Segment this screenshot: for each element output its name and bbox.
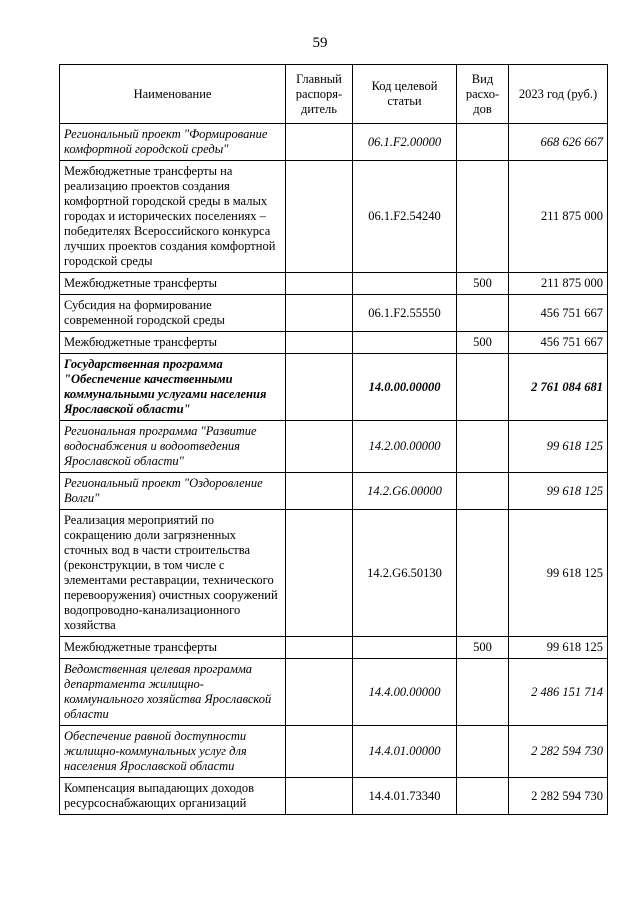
table-row <box>60 726 608 778</box>
header-code: Код целевой статьи <box>353 65 457 124</box>
budget-table <box>59 64 608 815</box>
cell-kind <box>457 473 509 510</box>
cell-amount: 211 875 000 <box>509 161 608 273</box>
cell-code: 14.4.01.73340 <box>353 778 457 815</box>
cell-code: 06.1.F2.00000 <box>353 124 457 161</box>
table-row <box>60 273 608 295</box>
header-amount: 2023 год (руб.) <box>509 65 608 124</box>
cell-amount: 99 618 125 <box>509 510 608 637</box>
table-row <box>60 332 608 354</box>
cell-name: Обеспечение равной доступности жилищно-коммунальных услуг для населения Ярославской области <box>60 726 286 778</box>
cell-administrator <box>286 295 353 332</box>
cell-administrator <box>286 726 353 778</box>
page-number: 59 <box>312 35 328 51</box>
cell-administrator <box>286 778 353 815</box>
header-name: Наименование <box>60 65 286 124</box>
cell-name: Региональный проект "Формирование комфортной городской среды" <box>60 124 286 161</box>
cell-code <box>353 332 457 354</box>
cell-administrator <box>286 273 353 295</box>
cell-administrator <box>286 354 353 421</box>
cell-name: Межбюджетные трансферты <box>60 637 286 659</box>
cell-amount: 2 282 594 730 <box>509 726 608 778</box>
cell-amount: 2 282 594 730 <box>509 778 608 815</box>
cell-kind <box>457 354 509 421</box>
cell-code: 06.1.F2.55550 <box>353 295 457 332</box>
cell-code: 14.2.G6.00000 <box>353 473 457 510</box>
cell-administrator <box>286 421 353 473</box>
cell-amount: 99 618 125 <box>509 473 608 510</box>
cell-administrator <box>286 637 353 659</box>
cell-administrator <box>286 124 353 161</box>
header-kind: Вид расхо-дов <box>457 65 509 124</box>
table-row <box>60 421 608 473</box>
cell-code: 14.2.00.00000 <box>353 421 457 473</box>
table-row <box>60 637 608 659</box>
cell-kind <box>457 124 509 161</box>
table-row <box>60 659 608 726</box>
cell-administrator <box>286 161 353 273</box>
table-row <box>60 510 608 637</box>
table-row <box>60 473 608 510</box>
cell-kind <box>457 726 509 778</box>
table-row <box>60 354 608 421</box>
cell-kind <box>457 161 509 273</box>
cell-name: Ведомственная целевая программа департамента жилищно-коммунального хозяйства Ярославской области <box>60 659 286 726</box>
cell-code: 14.4.01.00000 <box>353 726 457 778</box>
cell-administrator <box>286 510 353 637</box>
cell-amount: 456 751 667 <box>509 332 608 354</box>
cell-name: Региональный проект "Оздоровление Волги" <box>60 473 286 510</box>
cell-amount: 668 626 667 <box>509 124 608 161</box>
table-row <box>60 295 608 332</box>
cell-code: 06.1.F2.54240 <box>353 161 457 273</box>
cell-name: Государственная программа "Обеспечение качественными коммунальными услугами населения Ярославской области" <box>60 354 286 421</box>
cell-kind: 500 <box>457 637 509 659</box>
cell-amount: 99 618 125 <box>509 637 608 659</box>
cell-kind <box>457 778 509 815</box>
cell-code: 14.4.00.00000 <box>353 659 457 726</box>
cell-code <box>353 637 457 659</box>
cell-code: 14.0.00.00000 <box>353 354 457 421</box>
cell-name: Межбюджетные трансферты <box>60 332 286 354</box>
cell-kind <box>457 659 509 726</box>
cell-name: Компенсация выпадающих доходов ресурсоснабжающих организаций <box>60 778 286 815</box>
cell-code <box>353 273 457 295</box>
cell-kind: 500 <box>457 273 509 295</box>
cell-kind: 500 <box>457 332 509 354</box>
cell-amount: 99 618 125 <box>509 421 608 473</box>
cell-kind <box>457 295 509 332</box>
table-row <box>60 124 608 161</box>
cell-name: Межбюджетные трансферты <box>60 273 286 295</box>
table-row <box>60 161 608 273</box>
header-administrator: Главный распоря-дитель <box>286 65 353 124</box>
cell-administrator <box>286 473 353 510</box>
cell-administrator <box>286 659 353 726</box>
table-header-row <box>60 65 608 124</box>
cell-amount: 2 486 151 714 <box>509 659 608 726</box>
cell-amount: 456 751 667 <box>509 295 608 332</box>
cell-name: Межбюджетные трансферты на реализацию проектов создания комфортной городской среды в малых городах и исторических поселениях – победителях Всероссийского конкурса лучших проектов создания комфортной городской среды <box>60 161 286 273</box>
table-row <box>60 778 608 815</box>
cell-administrator <box>286 332 353 354</box>
cell-amount: 2 761 084 681 <box>509 354 608 421</box>
cell-name: Реализация мероприятий по сокращению доли загрязненных сточных вод в части строительства (реконструкции, в том числе с элементами реставрации, технического перевооружения) очистных сооружений водопроводно-канализационного хозяйства <box>60 510 286 637</box>
cell-amount: 211 875 000 <box>509 273 608 295</box>
cell-kind <box>457 510 509 637</box>
cell-code: 14.2.G6.50130 <box>353 510 457 637</box>
cell-name: Региональная программа "Развитие водоснабжения и водоотведения Ярославской области" <box>60 421 286 473</box>
cell-name: Субсидия на формирование современной городской среды <box>60 295 286 332</box>
cell-kind <box>457 421 509 473</box>
